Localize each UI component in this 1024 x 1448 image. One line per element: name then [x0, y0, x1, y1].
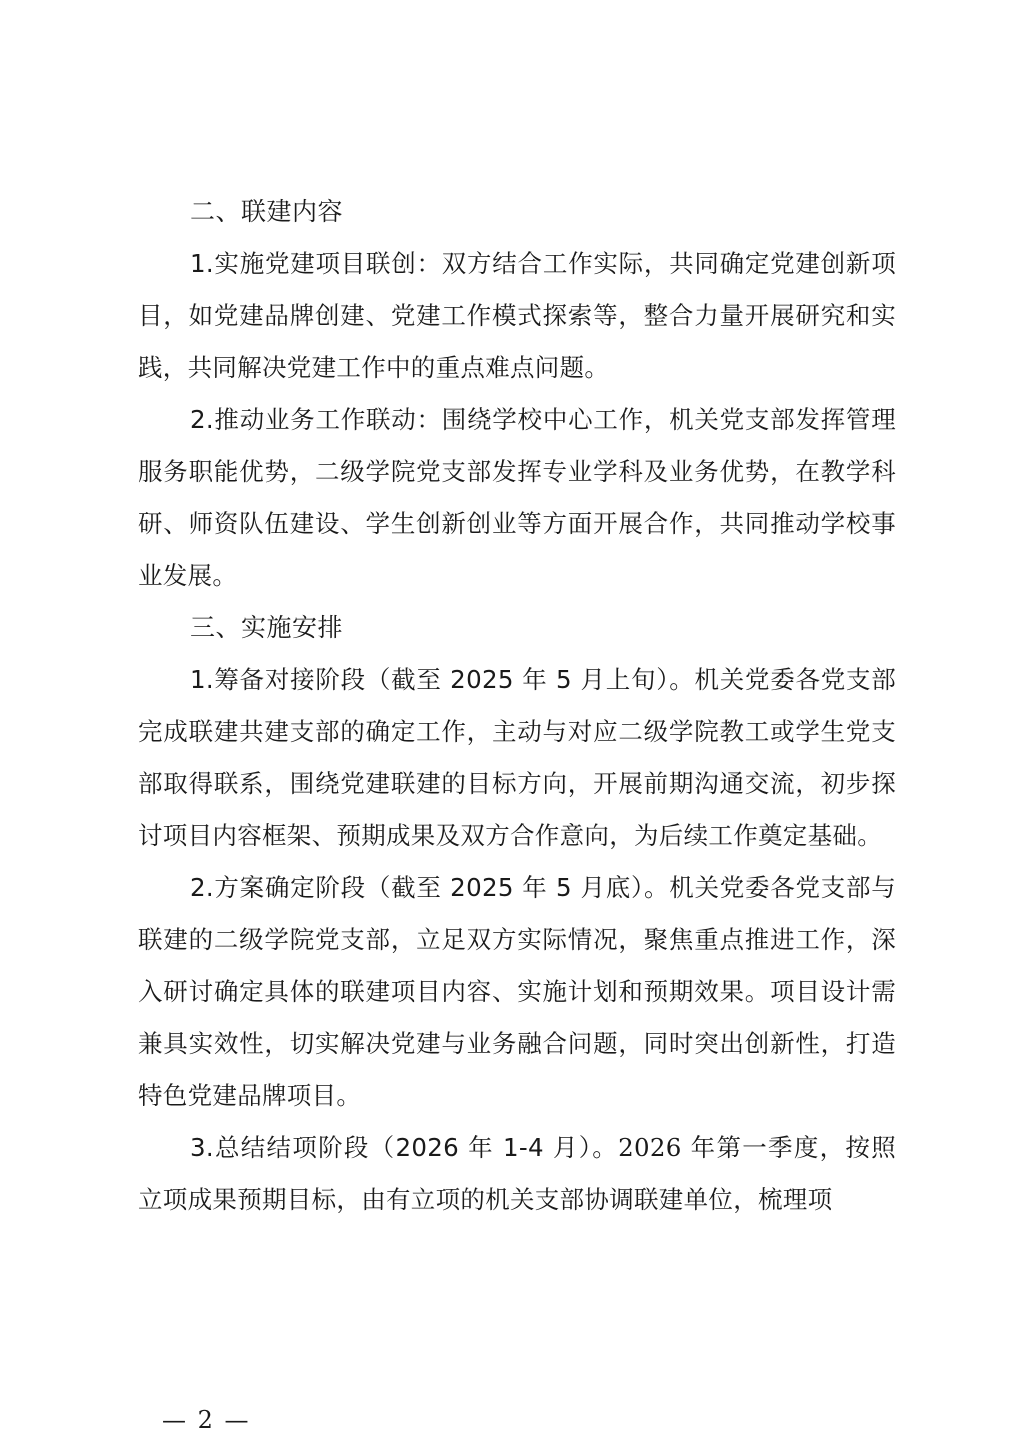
paragraph-3-2	[138, 862, 896, 1122]
paragraph-text: 围绕学校中心工作，机关党支部发挥管理服务职能优势，二级学院党支部发挥专业学科及业务优势，在教学科研、师资队伍建设、学生创新创业等方面开展合作，共同推动学校事业发展。	[138, 405, 896, 590]
paragraph-text: 双方结合工作实际，共同确定党建创新项目，如党建品牌创建、党建工作模式探索等，整合力量开展研究和实践，共同解决党建工作中的重点难点问题。	[138, 249, 896, 382]
paragraph-text: 机关党委各党支部完成联建共建支部的确定工作，主动与对应二级学院教工或学生党支部取得联系，围绕党建联建的目标方向，开展前期沟通交流，初步探讨项目内容框架、预期成果及双方合作意向，为后续工作奠定基础。	[138, 665, 896, 850]
paragraph-lead: 3.总结结项阶段（2026 年 1-4 月）。	[190, 1133, 619, 1162]
page-number: — 2 —	[162, 1406, 251, 1434]
paragraph-3-1	[138, 654, 896, 862]
paragraph-2-2	[138, 394, 896, 602]
paragraph-text: 机关党委各党支部与联建的二级学院党支部，立足双方实际情况，聚焦重点推进工作，深入研讨确定具体的联建项目内容、实施计划和预期效果。项目设计需兼具实效性，切实解决党建与业务融合问题，同时突出创新性，打造特色党建品牌项目。	[138, 873, 896, 1110]
document-body	[138, 186, 896, 1226]
section-heading-3: 三、实施安排	[190, 613, 344, 642]
paragraph-2-1	[138, 238, 896, 394]
paragraph-lead: 1.筹备对接阶段（截至 2025 年 5 月上旬）。	[190, 665, 695, 694]
paragraph-lead: 1.实施党建项目联创：	[190, 249, 442, 278]
paragraph-text: 2026 年第一季度，按照立项成果预期目标，由有立项的机关支部协调联建单位，梳理项	[138, 1133, 896, 1214]
paragraph-lead: 2.方案确定阶段（截至 2025 年 5 月底）。	[190, 873, 670, 902]
section-heading-2: 二、联建内容	[190, 197, 344, 226]
paragraph-lead: 2.推动业务工作联动：	[190, 405, 442, 434]
paragraph-3-3	[138, 1122, 896, 1226]
